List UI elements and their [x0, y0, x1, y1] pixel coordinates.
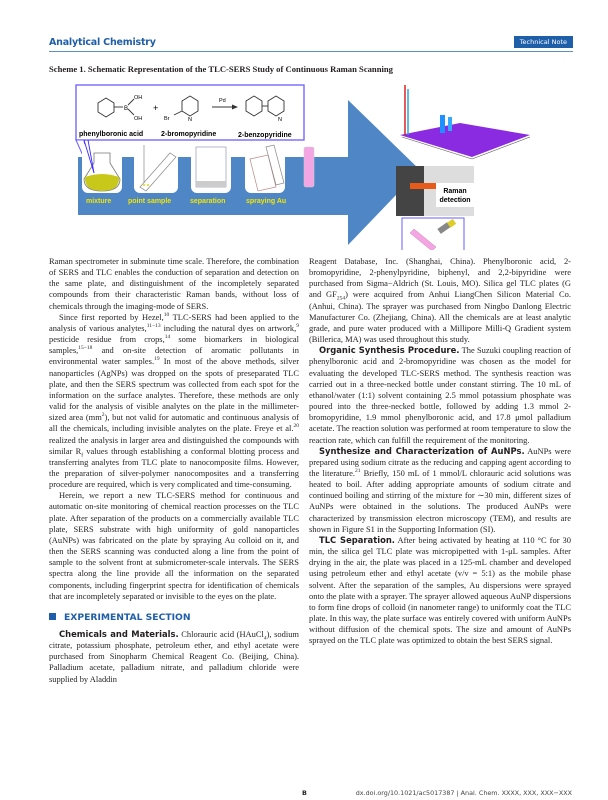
- svg-text:phenylboronic acid: phenylboronic acid: [79, 131, 144, 138]
- svg-text:detection: detection: [439, 197, 471, 204]
- paragraph: Chemicals and Materials. Chlorauric acid (HAuCl$_4$), sodium citrate, potassium phosphate, petroleum ether, and ethyl acetate were purchased from Sinopharm Chemical Reagent Co. (Beijing, China). Palladium acetate, palladium nitrate, and palladium chloride were supplied by Aladdin: [49, 629, 299, 684]
- svg-text:mixture: mixture: [86, 198, 112, 205]
- doi-citation[interactable]: dx.doi.org/10.1021/ac5017387 | Anal. Chem. XXXX, XXX, XXX−XXX: [355, 789, 572, 797]
- paragraph: Herein, we report a new TLC-SERS method for continuous and automatic on-site monitoring of chemical reaction processes on the TLC plate. After separation of the products on a commercially available TLC plate, SERS substrate with high uniformity of gold nanoparticles (AuNPs) was fabricated on the plate by spraying Au colloid on it, and then the SERS scanning was conducted along a line from the point of sample to the solvent front at submicrometer-scale intervals. The SERS spectra along the line provide all the information on the separated components, including fingerprint spectra for identification of chemicals that are incompletely separated or invisible to the eyes on the plate.: [49, 490, 299, 601]
- article-type-badge: Technical Note: [514, 36, 573, 48]
- paragraph: Synthesize and Characterization of AuNPs. AuNPs were prepared using sodium citrate as the reducing and capping agent according to the literature.$^{21}$ Briefly, 150 mL of 1 mmol/L chlorauric acid solutions was heated to boil. After adding appropriate amounts of sodium citrate and continued boiling and stirring of the mixture for ∼30 min, different sizes of AuNPs were obtained in the solutions. The produced AuNPs were characterized by transmission electron microscopy (TEM), and results are shown in Figure S1 in the Supporting Information (SI).: [309, 445, 571, 534]
- svg-text:OH: OH: [134, 95, 143, 101]
- svg-text:B: B: [124, 106, 129, 112]
- right-column: [309, 256, 571, 646]
- journal-title: Analytical Chemistry: [49, 37, 156, 48]
- scheme-caption: Scheme 1. Schematic Representation of the TLC-SERS Study of Continuous Raman Scanning: [49, 64, 393, 74]
- paragraph: Organic Synthesis Procedure. The Suzuki coupling reaction of phenylboronic acid and 2-bromopyridine was chosen as the model for evaluating the developed TLC-SERS method. The synthesis reaction was carried out in a three-necked bottle under constant stirring. The 10 mL of ethanol/water (1:1) solvent containing 2.5 mmol potassium phosphate was poured into the three-necked bottle, followed by adding 1.3 mmol 2-bromopyridine, 1.9 mmol phenylboronic acid, and 17.8 μmol palladium acetate. The reaction solution was performed at room temperature to slow the reaction rate, which can fulfill the requirement of the monitoring.: [309, 345, 571, 445]
- svg-text:+: +: [153, 103, 159, 113]
- svg-text:OH: OH: [134, 116, 143, 122]
- paragraph: Since first reported by Hezel,$^{10}$ TLC-SERS had been applied to the analysis of various analytes,$^{11-13}$ including the natural dyes on artwork,$^9$ pesticide residue from crops,$^{14}$ some biomarkers in biological samples,$^{15-18}$ and on-site detection of aromatic pollutants in environmental water samples.$^{19}$ In most of the above methods, silver nanoparticles (AgNPs) was dropped on the spots of preseparated TLC plate, and then the SERS spectrum was collected from each spot for the information on the surface analytes. Therefore, these methods are only valid for the analysis of visible analytes on the plate in the millimeter-sized area $(mm^2)$, but not valid for automatic and continuous analysis of all the chemicals, including invisible analytes on the plate. Freye et al.$^{20}$ realized the analysis in larger area and distinguished the compounds with similar $R_f$ values through establishing a conformal blotting process and transferring analytes from TLC plate to nanocomposite films. However, the preparation of silver-polymer nanocomposites and a transferring procedure are required, which is very complicated and time-consuming.: [49, 311, 300, 490]
- tlc-plate-pink: [304, 147, 314, 187]
- svg-text:Raman: Raman: [443, 188, 467, 195]
- paragraph: Reagent Database, Inc. (Shanghai, China). Phenylboronic acid, 2-bromopyridine, 2-phenylpyridine, biphenyl, and 2,2-bipyridine were purchased from Sigma−Aldrich (St. Louis, MO). Silica gel TLC plates (G and $GF_{254}$) were acquired from Anhui LiangChen Silicon Material Co. (Anhui, China). The sprayer was purchased from Ningbo Danlong Electric Manufacturer Co. (Zhejiang, China). All the chemicals are at least analytic grade, and pure water produced with a Millipore Milli-Q Gradient system (Billerica, MA) was used throughout this study.: [309, 256, 571, 345]
- paragraph: TLC Separation. After being activated by heating at 110 °C for 30 min, the silica gel TLC plate was micropipetted with 1-μL samples. After drying in the air, the plate was placed in a 125-mL chamber and developed using petroleum ether and ethyl acetate (v/v = 5:1) as the mobile phase solvent. After the separation of the samples, Au dispersions were sprayed onto the plate with a sprayer. The sprayer allowed aqueous AuNP dispersions to form fine drops of colloid (in nanometer range) to uniformly coat the TLC plate. In this way, the plate surface was entirely covered with uniform AuNPs without diffusion of the chemical spots. The size and amount of AuNPs sprayed on the TLC plate was optimized to obtain the best SERS signal.: [309, 534, 571, 646]
- left-column: [49, 256, 299, 685]
- scheme-figure: [60, 75, 580, 250]
- section-square-icon: [49, 613, 56, 620]
- paragraph: Raman spectrometer in subminute time scale. Therefore, the combination of SERS and TLC enables the conduction of separation and detection on the same plate, and distinguishment of the incompletely separated compounds from their characteristic Raman bands, without loss of chemicals through the imaging-mode of SERS.: [49, 256, 299, 311]
- svg-text:point sample: point sample: [128, 198, 172, 205]
- svg-text:2-benzopyridine: 2-benzopyridine: [238, 132, 292, 139]
- svg-text:N: N: [278, 117, 282, 123]
- svg-text:Br: Br: [164, 116, 170, 122]
- svg-text:N: N: [188, 117, 192, 123]
- svg-text:spraying Au: spraying Au: [246, 198, 287, 205]
- svg-text:2-bromopyridine: 2-bromopyridine: [161, 131, 217, 138]
- running-header: [49, 37, 573, 52]
- tlc-sers-scheme-illustration: [60, 75, 580, 250]
- sers-3d-plot: [400, 123, 530, 157]
- svg-text:separation: separation: [190, 198, 226, 205]
- section-heading: EXPERIMENTAL SECTION: [49, 612, 299, 623]
- svg-text:Pd: Pd: [219, 98, 226, 104]
- page-number: B: [302, 789, 307, 797]
